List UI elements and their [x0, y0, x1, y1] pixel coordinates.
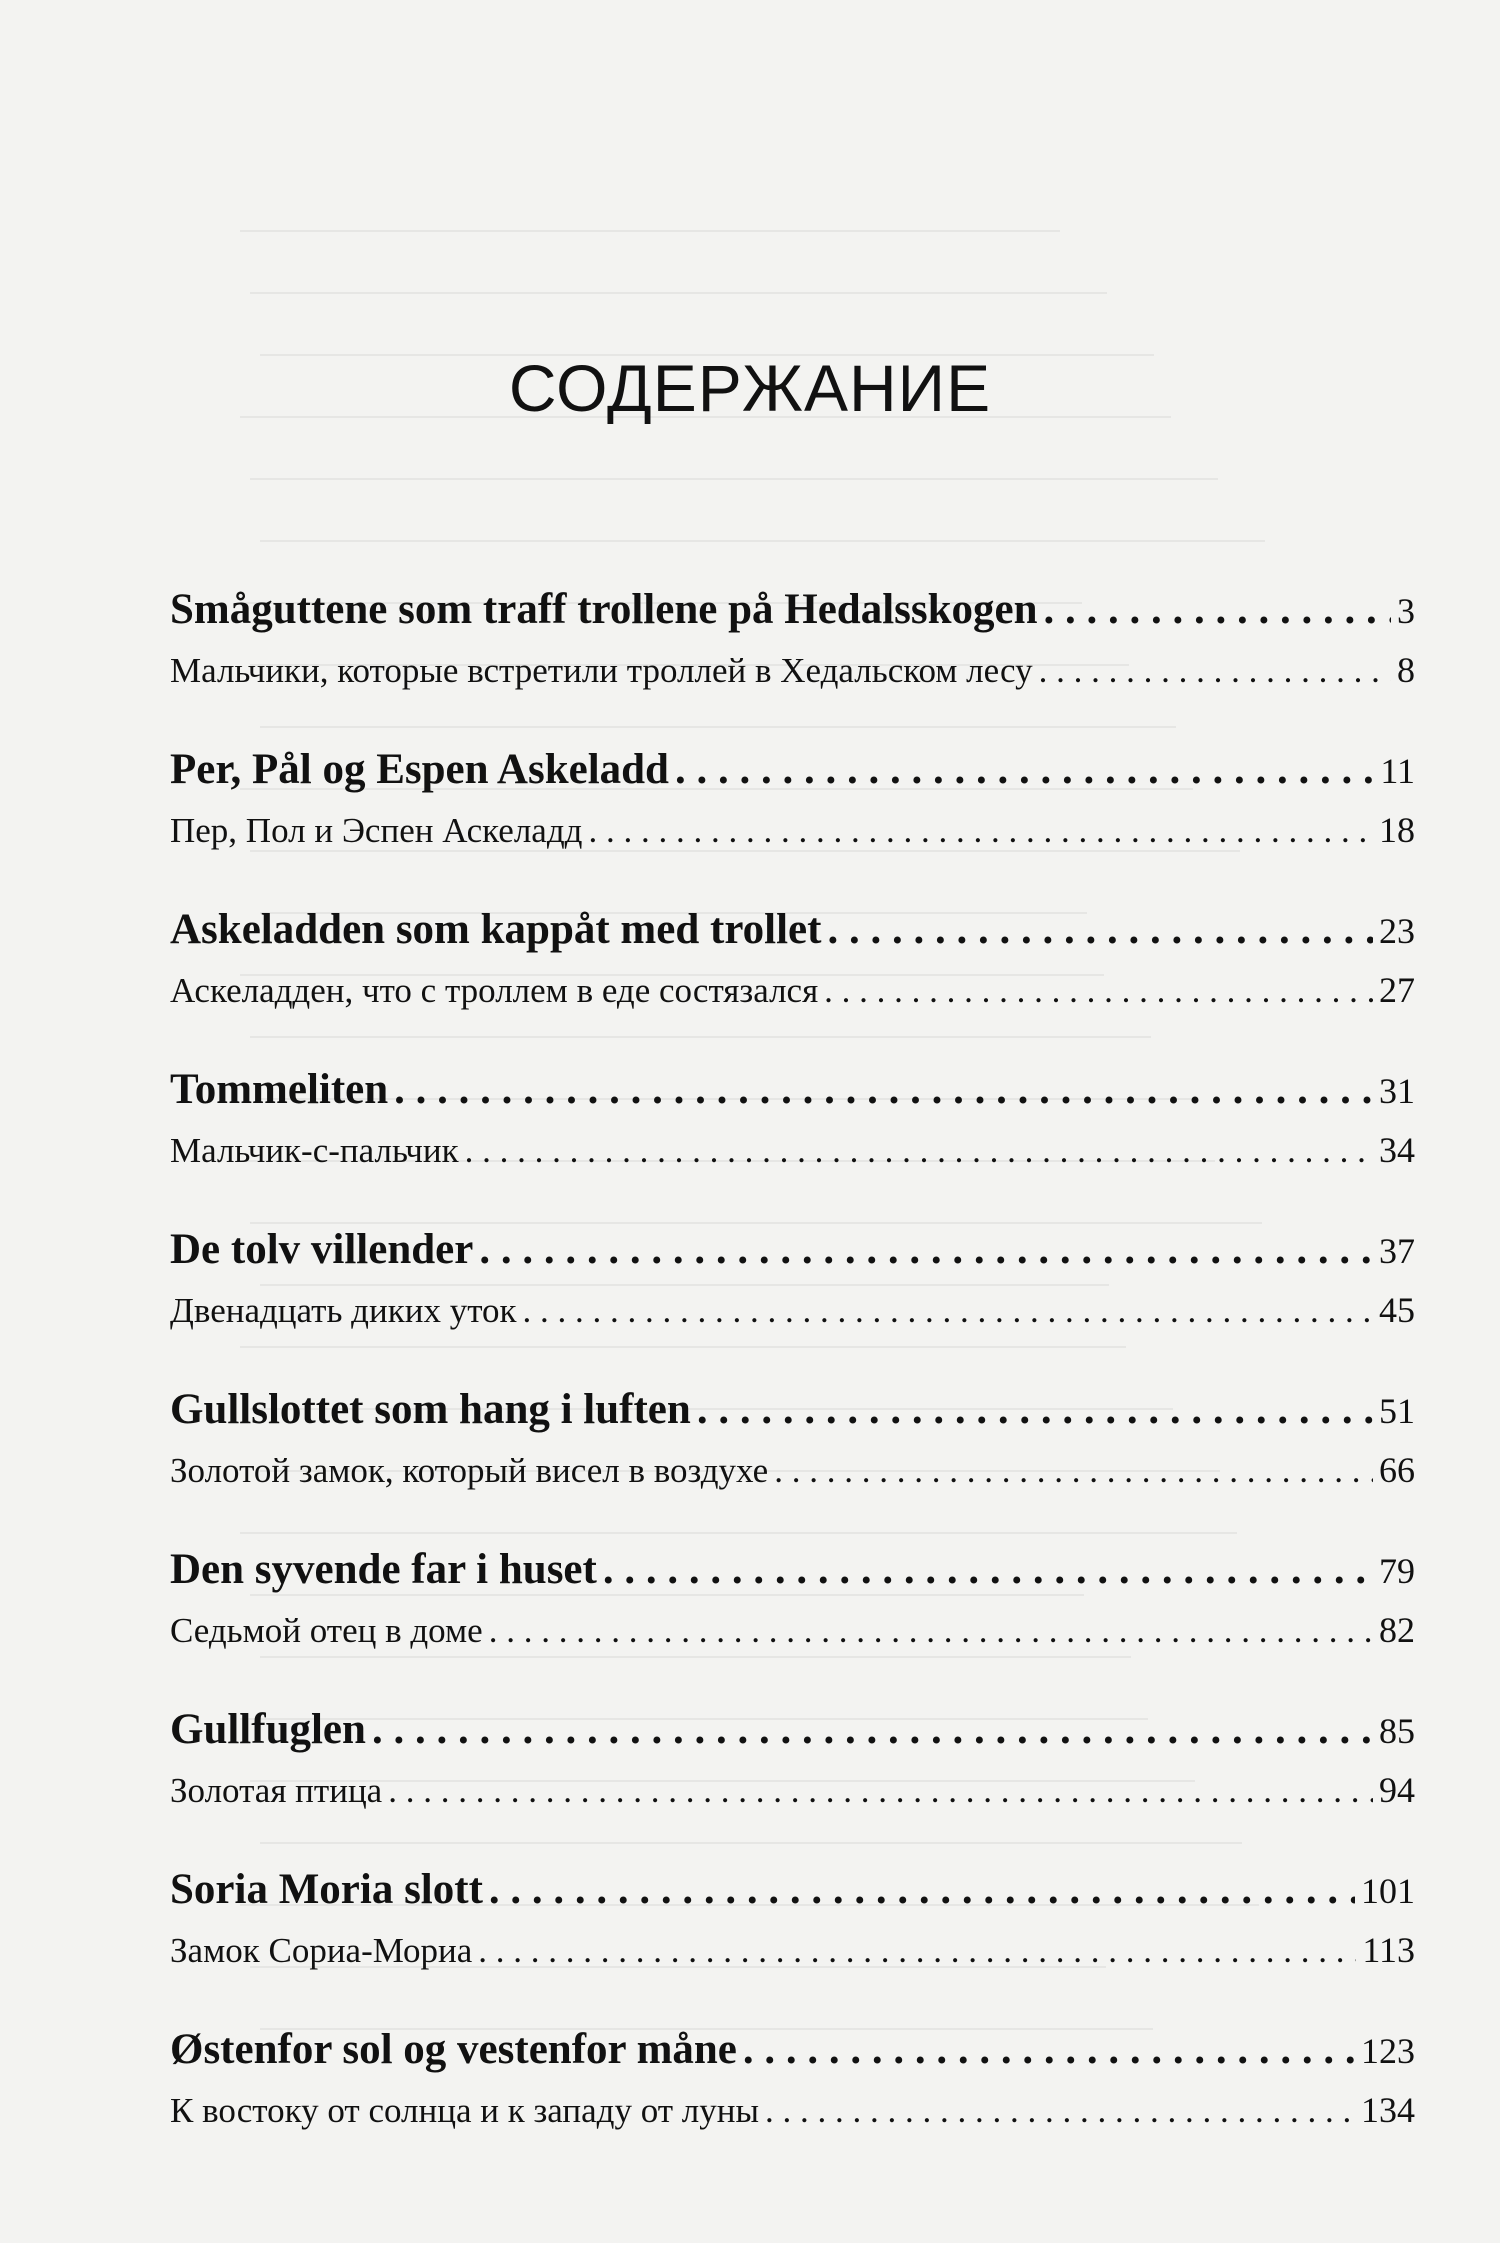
- toc-entry-translation[interactable]: [170, 1289, 1415, 1385]
- toc-entry-translation[interactable]: [170, 2089, 1415, 2185]
- toc-entry-page-number: 34: [1379, 1130, 1415, 1170]
- toc-entry-page-number: 134: [1361, 2090, 1415, 2130]
- toc-entry-original[interactable]: [170, 905, 1415, 969]
- toc-entry-title: Per, Pål og Espen Askeladd: [170, 746, 669, 793]
- toc-entry-title: Østenfor sol og vestenfor måne: [170, 2026, 737, 2073]
- toc-entry-translation[interactable]: [170, 1129, 1415, 1225]
- dot-leader: [675, 745, 1374, 794]
- toc-entry-title: Gullfuglen: [170, 1706, 366, 1753]
- dot-leader: [774, 1451, 1373, 1491]
- toc-entry-page-number: 45: [1379, 1290, 1415, 1330]
- toc-entry-title: Tommeliten: [170, 1066, 389, 1113]
- toc-entry-title: Золотой замок, который висел в воздухе: [170, 1451, 769, 1490]
- bleed-line: [250, 292, 1107, 294]
- toc-entry-title: Замок Сориа-Мориа: [170, 1931, 473, 1970]
- dot-leader: [603, 1545, 1373, 1594]
- dot-leader: [479, 1225, 1373, 1274]
- dot-leader: [765, 2091, 1355, 2131]
- toc-entry-original[interactable]: [170, 585, 1415, 649]
- dot-leader: [489, 1611, 1373, 1651]
- toc-entry-title: Пер, Пол и Эспен Аскеладд: [170, 811, 583, 850]
- toc-entry-page-number: 23: [1379, 911, 1415, 951]
- toc-entry-title: Småguttene som traff trollene på Hedalsskogen: [170, 586, 1038, 633]
- dot-leader: [489, 1865, 1355, 1914]
- dot-leader: [588, 811, 1373, 851]
- toc-entry-translation[interactable]: [170, 809, 1415, 905]
- dot-leader: [1044, 585, 1391, 634]
- toc-entry-title: Аскеладден, что с троллем в еде состязался: [170, 971, 819, 1010]
- bleed-line: [250, 478, 1218, 480]
- dot-leader: [394, 1065, 1373, 1114]
- toc-entry-translation[interactable]: [170, 1929, 1415, 2025]
- toc-entry-title: Золотая птица: [170, 1771, 383, 1810]
- toc-entry-page-number: 79: [1379, 1551, 1415, 1591]
- toc-entry-title: Gullslottet som hang i luften: [170, 1386, 691, 1433]
- toc-entry-title: Мальчики, которые встретили троллей в Хедальском лесу: [170, 651, 1033, 690]
- toc-entry-title: De tolv villender: [170, 1226, 474, 1273]
- toc-entry-original[interactable]: [170, 1545, 1415, 1609]
- dot-leader: [1039, 651, 1391, 691]
- toc-entry-title: Седьмой отец в доме: [170, 1611, 483, 1650]
- bleed-line: [260, 540, 1265, 542]
- toc-entry-title: К востоку от солнца и к западу от луны: [170, 2091, 760, 2130]
- dot-leader: [465, 1131, 1373, 1171]
- toc-entry-page-number: 27: [1379, 970, 1415, 1010]
- toc-entry-original[interactable]: [170, 1865, 1415, 1929]
- table-of-contents: [170, 585, 1415, 2185]
- dot-leader: [388, 1771, 1373, 1811]
- toc-entry-page-number: 82: [1379, 1610, 1415, 1650]
- page-title: СОДЕРЖАНИЕ: [508, 351, 992, 425]
- dot-leader: [523, 1291, 1373, 1331]
- bleed-line: [240, 230, 1060, 232]
- dot-leader: [827, 905, 1373, 954]
- dot-leader: [372, 1705, 1373, 1754]
- toc-entry-page-number: 123: [1361, 2031, 1415, 2071]
- toc-entry-original[interactable]: [170, 1385, 1415, 1449]
- toc-entry-translation[interactable]: [170, 1609, 1415, 1705]
- toc-entry-title: Мальчик-с-пальчик: [170, 1131, 459, 1170]
- toc-entry-original[interactable]: [170, 1705, 1415, 1769]
- toc-entry-page-number: 3: [1397, 591, 1415, 631]
- toc-entry-page-number: 94: [1379, 1770, 1415, 1810]
- toc-entry-page-number: 113: [1362, 1930, 1415, 1970]
- toc-entry-title: Soria Moria slott: [170, 1866, 483, 1913]
- toc-entry-translation[interactable]: [170, 649, 1415, 745]
- toc-entry-translation[interactable]: [170, 969, 1415, 1065]
- toc-entry-title: Den syvende far i huset: [170, 1546, 597, 1593]
- toc-entry-translation[interactable]: [170, 1449, 1415, 1545]
- toc-entry-original[interactable]: [170, 1065, 1415, 1129]
- toc-entry-title: Двенадцать диких уток: [170, 1291, 517, 1330]
- dot-leader: [697, 1385, 1373, 1434]
- dot-leader: [478, 1931, 1356, 1971]
- dot-leader: [743, 2025, 1355, 2074]
- toc-entry-page-number: 11: [1380, 751, 1415, 791]
- toc-entry-page-number: 51: [1379, 1391, 1415, 1431]
- toc-entry-title: Askeladden som kappåt med trollet: [170, 906, 822, 953]
- toc-entry-page-number: 101: [1361, 1871, 1415, 1911]
- toc-entry-page-number: 37: [1379, 1231, 1415, 1271]
- toc-entry-page-number: 8: [1397, 650, 1415, 690]
- toc-entry-original[interactable]: [170, 2025, 1415, 2089]
- toc-entry-translation[interactable]: [170, 1769, 1415, 1865]
- toc-entry-page-number: 31: [1379, 1071, 1415, 1111]
- toc-entry-page-number: 85: [1379, 1711, 1415, 1751]
- toc-entry-page-number: 18: [1379, 810, 1415, 850]
- dot-leader: [824, 971, 1373, 1011]
- toc-entry-original[interactable]: [170, 745, 1415, 809]
- toc-entry-page-number: 66: [1379, 1450, 1415, 1490]
- toc-entry-original[interactable]: [170, 1225, 1415, 1289]
